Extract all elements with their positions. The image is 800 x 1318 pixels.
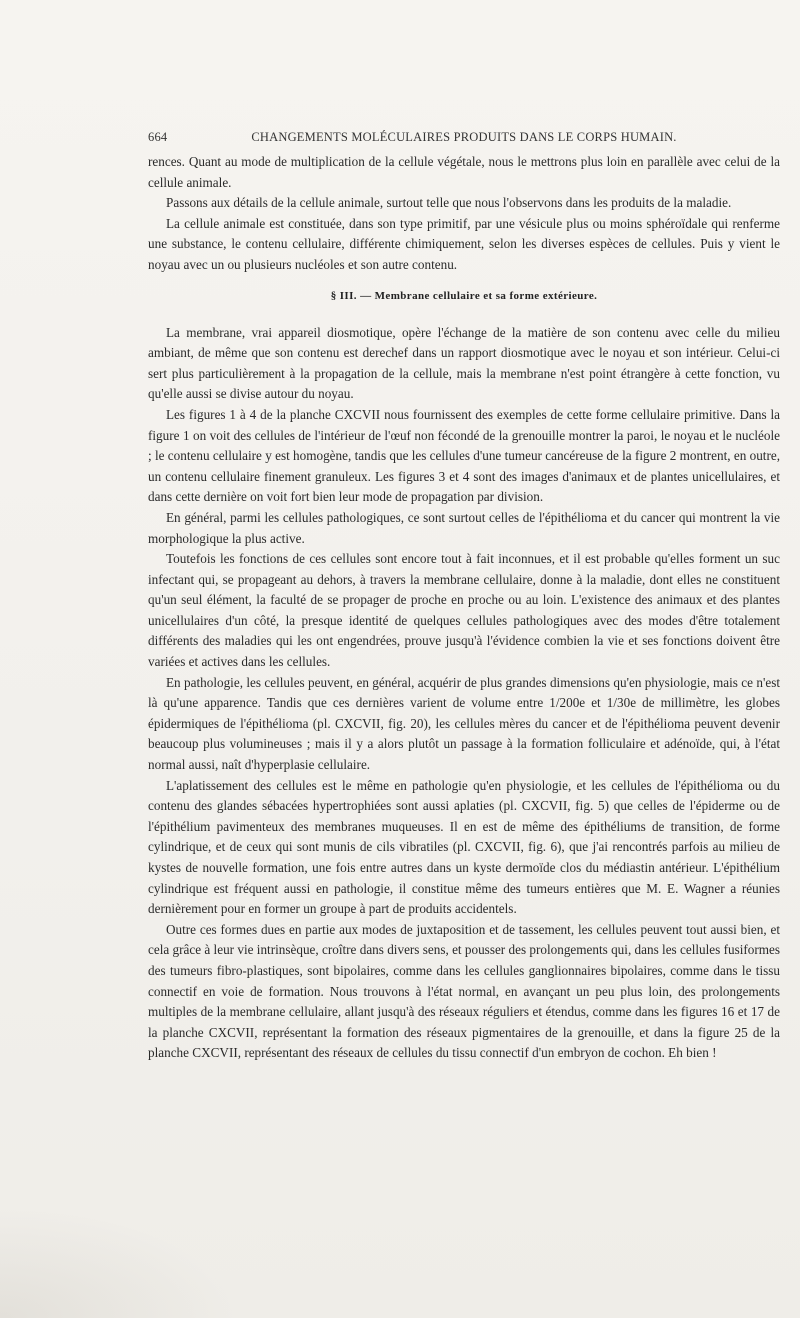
paragraph: Les figures 1 à 4 de la planche CXCVII nous fournissent des exemples de cette forme cellulaire primitive. Dans la figure 1 on voit des cellules de l'intérieur de l'œuf non fécondé de la grenouille montrer la paroi, le noyau et le nucléole ; le contenu cellulaire y est homogène, tandis que les cellules d'une tumeur cancéreuse de la figure 2 montrent, en outre, un contenu cellulaire finement granuleux. Les figures 3 et 4 sont des images d'animaux et de plantes unicellulaires, et dans cette dernière on voit fort bien leur mode de propagation par division. [148, 406, 780, 505]
section-heading: § III. — Membrane cellulaire et sa forme extérieure. [330, 289, 598, 302]
paragraph: La cellule animale est constituée, dans son type primitif, par une vésicule plus ou moins sphéroïdale qui renferme une substance, le contenu cellulaire, différente chimiquement, selon les diverses espèces de cellules. Puis y vient le noyau avec un ou plusieurs nucléoles et son autre contenu. [148, 215, 780, 272]
paragraph: Toutefois les fonctions de ces cellules sont encore tout à fait inconnues, et il est probable qu'elles forment un suc infectant qui, se propageant au dehors, à travers la membrane cellulaire, donne à la maladie, dont elles ne constituent qu'un seul élément, la faculté de se propager de proche en proche ou au loin. L'existence des animaux et des plantes unicellulaires d'un côté, la presque identité de quelques cellules pathologiques avec des modes d'être totalement différents des maladies qui les ont engendrées, prouve jusqu'à l'évidence combien la vie et ses fonctions doivent être variées et actives dans les cellules. [148, 551, 780, 670]
running-title: CHANGEMENTS MOLÉCULAIRES PRODUITS DANS LE CORPS HUMAIN. [251, 130, 677, 144]
running-head [148, 130, 780, 152]
paragraph: Passons aux détails de la cellule animale, surtout telle que nous l'observons dans les produits de la maladie. [166, 195, 732, 211]
paragraph: La membrane, vrai appareil diosmotique, opère l'échange de la matière de son contenu avec celle du milieu ambiant, de même que son contenu est derechef dans un rapport diosmotique avec le noyau et son intérieur. Celui-ci sert plus particulièrement à la propagation de la cellule, mais la membrane n'est point étrangère à cette fonction, vu qu'elle aussi se divise autour du noyau. [148, 324, 780, 402]
paragraph: L'aplatissement des cellules est le même en pathologie qu'en physiologie, et les cellules de l'épithélioma ou du contenu des glandes sébacées hypertrophiées sont aussi aplaties (pl. CXCVII, fig. 5) que celles de l'épiderme ou de l'épithélium pavimenteux des membranes muqueuses. Il en est de même des épithéliums de transition, de forme cylindrique, et de ceux qui sont munis de cils vibratiles (pl. CXCVII, fig. 6), que j'ai rencontrés parfois au milieu de kystes de nouvelle formation, une fois entre autres dans un kyste dermoïde clos du médiastin antérieur. L'épithélium cylindrique est fréquent aussi en pathologie, il constitue même des tumeurs entières que M. E. Wagner a réunies dernièrement pour en former un groupe à part de produits accidentels. [148, 777, 780, 917]
text-block [148, 130, 780, 1064]
paragraph: Outre ces formes dues en partie aux modes de juxtaposition et de tassement, les cellules peuvent tout aussi bien, et cela grâce à leur vie intrinsèque, croître dans divers sens, et pousser des prolongements qui, dans les cellules fusiformes des tumeurs fibro-plastiques, sont bipolaires, comme dans les cellules ganglionnaires bipolaires, comme dans le tissu connectif en voie de formation. Nous trouvons à l'état normal, en avançant un peu plus loin, des prolongements multiples de la membrane cellulaire, allant jusqu'à des réseaux réguliers et étendus, comme dans les figures 16 et 17 de la planche CXCVII, représentant la formation des réseaux pigmentaires de la grenouille, et dans la figure 25 de la planche CXCVII, représentant des réseaux de cellules du tissu connectif d'un embryon de cochon. Eh bien ! [148, 921, 780, 1061]
paragraph: En général, parmi les cellules pathologiques, ce sont surtout celles de l'épithélioma et du cancer qui montrent la vie morphologique la plus active. [148, 509, 780, 546]
page-number: 664 [148, 130, 168, 144]
paper-stain [0, 1208, 240, 1318]
paragraph: En pathologie, les cellules peuvent, en général, acquérir de plus grandes dimensions qu'en physiologie, mais ce n'est là qu'une apparence. Tandis que ces dernières varient de volume entre 1/200e et 1/30e de millimètre, les globes épidermiques de l'épithélioma (pl. CXCVII, fig. 20), les cellules mères du cancer et de l'épithélioma peuvent devenir beaucoup plus volumineuses ; mais il y a alors plutôt un passage à la formation folliculaire et adénoïde, qui, à l'état normal aussi, naît d'hyperplasie cellulaire. [148, 674, 780, 773]
paragraph: rences. Quant au mode de multiplication de la cellule végétale, nous le mettrons plus loin en parallèle avec celui de la cellule animale. [148, 154, 780, 190]
